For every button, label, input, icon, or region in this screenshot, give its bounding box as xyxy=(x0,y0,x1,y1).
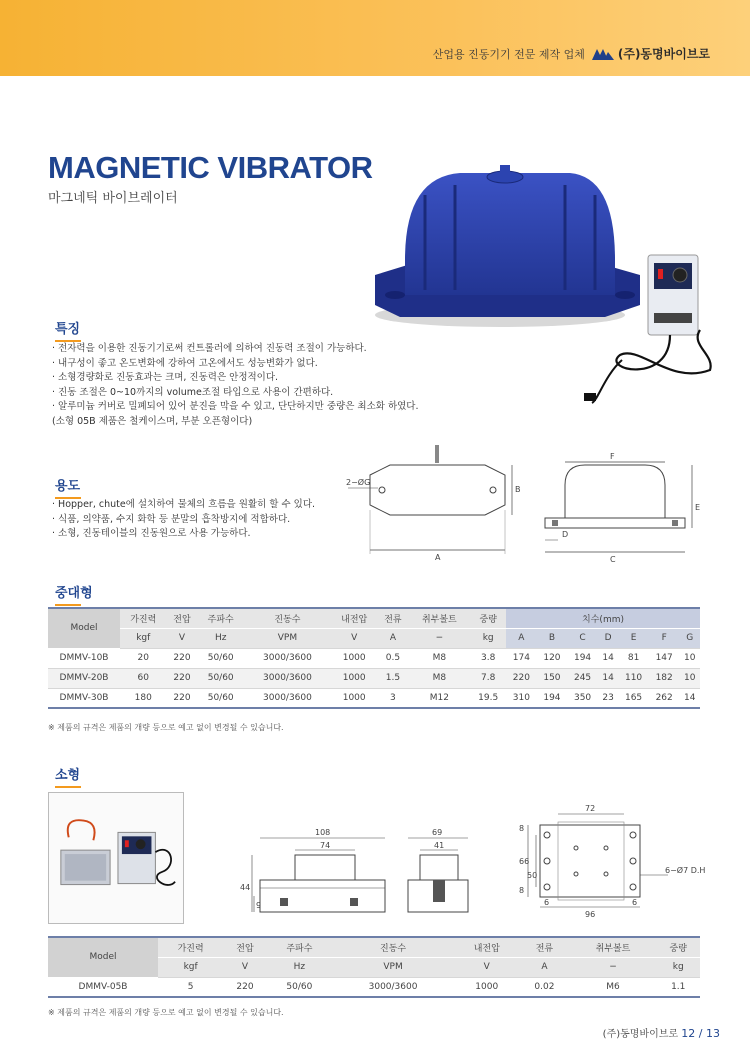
dim-8-top: 8 xyxy=(519,824,525,833)
col-bolt: 취부볼트 xyxy=(408,608,470,628)
medium-spec-table xyxy=(48,607,700,709)
dim-96: 96 xyxy=(585,910,596,919)
col-frequency: 주파수 xyxy=(267,937,332,957)
unit-weight: kg xyxy=(470,628,506,648)
small-table-body xyxy=(48,977,700,997)
usage-list xyxy=(52,498,315,542)
features-heading: 특징 xyxy=(55,318,80,337)
table-cell: 19.5 xyxy=(470,688,506,708)
table-row xyxy=(48,648,700,668)
table-cell: 60 xyxy=(120,668,166,688)
col-withstand: 내전압 xyxy=(454,937,519,957)
col-weight: 중량 xyxy=(656,937,700,957)
table-cell: 14 xyxy=(679,688,700,708)
table-cell: 1.5 xyxy=(377,668,408,688)
unit-weight: kg xyxy=(656,957,700,977)
table-cell: 245 xyxy=(567,668,598,688)
features-item: · 전자력을 이용한 진동기기로써 컨트롤러에 의하여 진동력 조절이 가능하다. xyxy=(52,342,419,357)
table-cell: DMMV-10B xyxy=(48,648,120,668)
table-cell: 220 xyxy=(506,668,537,688)
dim-e: E xyxy=(618,628,649,648)
header-brand xyxy=(591,45,710,62)
usage-heading: 용도 xyxy=(55,475,80,494)
header-tagline: 산업용 진동기기 전문 제작 업체 xyxy=(432,47,585,61)
label-d: D xyxy=(562,530,569,539)
dim-a: A xyxy=(506,628,537,648)
dim-44: 44 xyxy=(240,883,251,892)
features-item: · 알루미늄 커버로 밀폐되어 있어 분진을 막을 수 있고, 단단하지만 중량은 최소화 하였다. xyxy=(52,400,419,415)
col-force: 가진력 xyxy=(158,937,223,957)
table-cell: 174 xyxy=(506,648,537,668)
table-cell: 23 xyxy=(598,688,618,708)
medium-heading: 중대형 xyxy=(55,582,93,601)
table-cell: 1000 xyxy=(331,648,377,668)
table-cell: 310 xyxy=(506,688,537,708)
col-vibration: 진동수 xyxy=(244,608,331,628)
small-drawing xyxy=(240,800,720,920)
dim-50: 50 xyxy=(527,871,538,880)
unit-withstand: V xyxy=(454,957,519,977)
label-f: F xyxy=(610,452,615,461)
footer-brand: (주)동명바이브로 xyxy=(602,1029,679,1040)
table-cell: M12 xyxy=(408,688,470,708)
usage-item: · Hopper, chute에 설치하여 물체의 흐름을 원활히 할 수 있다. xyxy=(52,498,315,513)
table-row xyxy=(48,688,700,708)
medium-footnote: ※ 제품의 규격은 제품의 개량 등으로 예고 없이 변경될 수 있습니다. xyxy=(48,723,284,732)
features-item: · 진동 조절은 0~10까지의 volume조절 타입으로 사용이 간편하다. xyxy=(52,386,419,401)
col-vibration: 진동수 xyxy=(332,937,454,957)
table-cell: 262 xyxy=(649,688,680,708)
dim-72: 72 xyxy=(585,804,596,813)
small-spec-table xyxy=(48,936,700,998)
table-cell: 1000 xyxy=(331,688,377,708)
page-title: MAGNETIC VIBRATOR xyxy=(48,150,373,185)
table-cell: 3.8 xyxy=(470,648,506,668)
table-cell: 3 xyxy=(377,688,408,708)
unit-force: kgf xyxy=(120,628,166,648)
dim-69: 69 xyxy=(432,828,443,837)
table-cell: 10 xyxy=(679,648,700,668)
dim-hole: 6−Ø7 D.H xyxy=(665,866,706,875)
dim-41: 41 xyxy=(434,841,445,850)
table-cell: 14 xyxy=(598,668,618,688)
unit-bolt: − xyxy=(408,628,470,648)
col-weight: 중량 xyxy=(470,608,506,628)
header-banner xyxy=(0,0,750,76)
table-cell: DMMV-30B xyxy=(48,688,120,708)
page-footer xyxy=(603,1025,720,1040)
table-cell: 3000/3600 xyxy=(244,648,331,668)
label-e: E xyxy=(695,503,701,512)
table-cell: 150 xyxy=(537,668,568,688)
col-current: 전류 xyxy=(519,937,569,957)
dim-g: G xyxy=(679,628,700,648)
small-heading: 소형 xyxy=(55,764,80,783)
table-cell: M6 xyxy=(570,977,657,997)
usage-item: · 소형, 진동테이블의 진동원으로 사용 가능하다. xyxy=(52,527,315,542)
table-cell: 50/60 xyxy=(267,977,332,997)
table-row xyxy=(48,668,700,688)
table-cell: 220 xyxy=(166,688,197,708)
table-row xyxy=(48,977,700,997)
medium-table-body xyxy=(48,648,700,708)
dim-f: F xyxy=(649,628,680,648)
table-cell: DMMV-20B xyxy=(48,668,120,688)
medium-drawing xyxy=(340,440,720,570)
unit-frequency: Hz xyxy=(267,957,332,977)
unit-vibration: VPM xyxy=(244,628,331,648)
small-footnote: ※ 제품의 규격은 제품의 개량 등으로 예고 없이 변경될 수 있습니다. xyxy=(48,1008,284,1017)
page-subtitle: 마그네틱 바이브레이터 xyxy=(48,191,178,206)
dim-66: 66 xyxy=(519,857,530,866)
unit-current: A xyxy=(519,957,569,977)
page-number: 12 / 13 xyxy=(681,1027,720,1040)
table-cell: M8 xyxy=(408,668,470,688)
unit-voltage: V xyxy=(166,628,197,648)
table-cell: 1000 xyxy=(331,668,377,688)
table-cell: 220 xyxy=(166,648,197,668)
table-cell: 3000/3600 xyxy=(332,977,454,997)
dim-9: 9 xyxy=(256,901,262,910)
unit-vibration: VPM xyxy=(332,957,454,977)
table-cell: 7.8 xyxy=(470,668,506,688)
dim-d: D xyxy=(598,628,618,648)
company-logo-icon xyxy=(591,47,615,61)
col-voltage: 전압 xyxy=(223,937,266,957)
dim-b: B xyxy=(537,628,568,648)
label-holes: 2−ØG xyxy=(346,478,371,487)
table-cell: 81 xyxy=(618,648,649,668)
table-cell: 1000 xyxy=(454,977,519,997)
unit-bolt: − xyxy=(570,957,657,977)
dim-c: C xyxy=(567,628,598,648)
table-cell: 3000/3600 xyxy=(244,688,331,708)
col-current: 전류 xyxy=(377,608,408,628)
table-cell: 50/60 xyxy=(197,688,243,708)
dim-108: 108 xyxy=(315,828,331,837)
table-cell: 0.02 xyxy=(519,977,569,997)
col-bolt: 취부볼트 xyxy=(570,937,657,957)
unit-voltage: V xyxy=(223,957,266,977)
table-cell: 350 xyxy=(567,688,598,708)
usage-item: · 식품, 의약품, 수지 화학 등 분말의 흡착방지에 적합하다. xyxy=(52,513,315,528)
table-cell: 147 xyxy=(649,648,680,668)
table-cell: 165 xyxy=(618,688,649,708)
table-cell: 110 xyxy=(618,668,649,688)
col-withstand: 내전압 xyxy=(331,608,377,628)
dim-6-right: 6 xyxy=(632,898,638,907)
table-cell: 120 xyxy=(537,648,568,668)
table-cell: 0.5 xyxy=(377,648,408,668)
unit-withstand: V xyxy=(331,628,377,648)
features-item: · 소형경량화로 진동효과는 크며, 진동력은 안정적이다. xyxy=(52,371,419,386)
col-dimensions: 치수(mm) xyxy=(506,608,700,628)
table-cell: 182 xyxy=(649,668,680,688)
col-model: Model xyxy=(48,608,120,648)
col-force: 가진력 xyxy=(120,608,166,628)
table-cell: 14 xyxy=(598,648,618,668)
header-tag xyxy=(433,45,710,62)
table-cell: M8 xyxy=(408,648,470,668)
table-cell: 220 xyxy=(166,668,197,688)
table-cell: 180 xyxy=(120,688,166,708)
table-cell: 1.1 xyxy=(656,977,700,997)
table-cell: 194 xyxy=(537,688,568,708)
dim-8-bottom: 8 xyxy=(519,886,525,895)
table-cell: 10 xyxy=(679,668,700,688)
table-cell: 50/60 xyxy=(197,668,243,688)
dim-74: 74 xyxy=(320,841,331,850)
col-model: Model xyxy=(48,937,158,977)
table-cell: 220 xyxy=(223,977,266,997)
table-cell: DMMV-05B xyxy=(48,977,158,997)
unit-frequency: Hz xyxy=(197,628,243,648)
table-cell: 5 xyxy=(158,977,223,997)
dim-6-left: 6 xyxy=(544,898,550,907)
label-c: C xyxy=(610,555,616,564)
table-cell: 194 xyxy=(567,648,598,668)
col-voltage: 전압 xyxy=(166,608,197,628)
table-cell: 3000/3600 xyxy=(244,668,331,688)
label-b: B xyxy=(515,485,521,494)
col-frequency: 주파수 xyxy=(197,608,243,628)
features-item: · 내구성이 좋고 온도변화에 강하여 고온에서도 성능변화가 없다. xyxy=(52,357,419,372)
features-note: (소형 05B 제품은 철케이스며, 부분 오픈형이다) xyxy=(52,415,253,427)
small-product-photo xyxy=(48,792,184,924)
features-list xyxy=(52,342,419,430)
header-brand-name: (주)동명바이브로 xyxy=(617,47,710,61)
unit-current: A xyxy=(377,628,408,648)
table-cell: 20 xyxy=(120,648,166,668)
table-cell: 50/60 xyxy=(197,648,243,668)
product-hero-image xyxy=(370,155,720,405)
unit-force: kgf xyxy=(158,957,223,977)
label-a: A xyxy=(435,553,441,562)
